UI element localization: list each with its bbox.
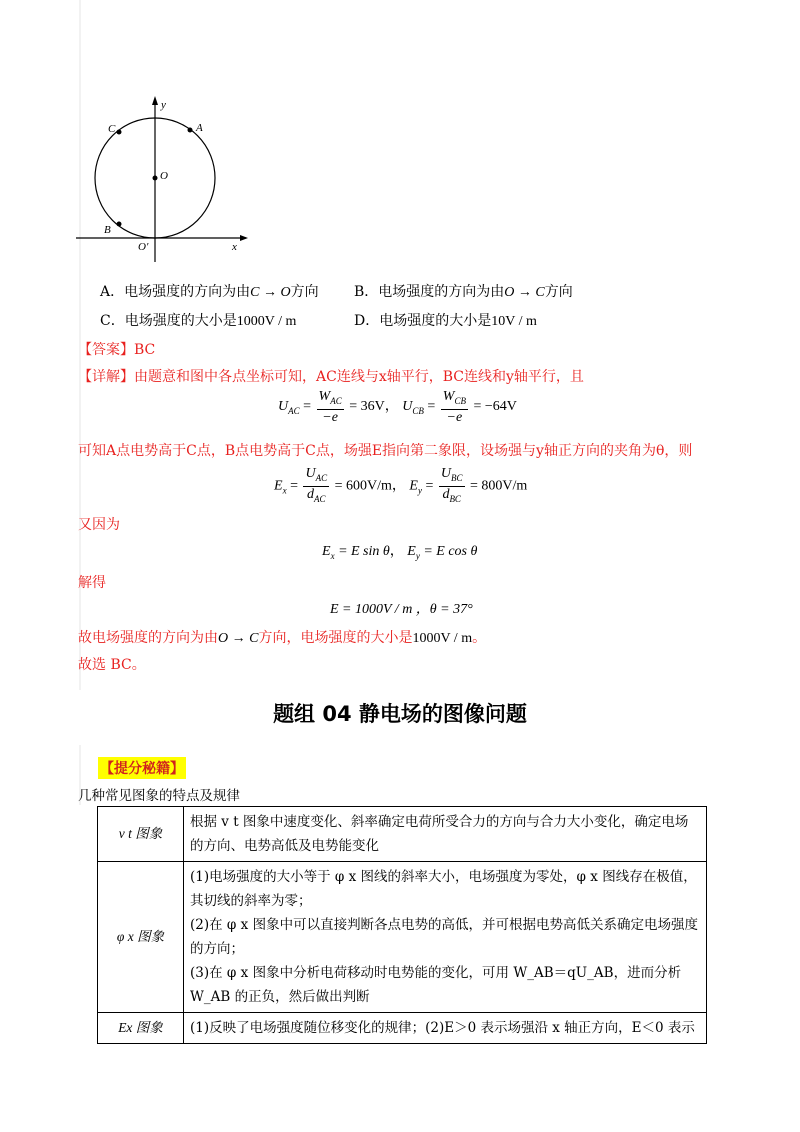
equation-2: $E_x$ = $\frac{U_{AC}}{d_{AC}}$ = 600V/m， $E_y$ = $\frac{U_{BC}}{d_{BC}}$ = 800V/m	[274, 466, 527, 507]
detail-line-5-prefix: 故电场强度的方向为由	[78, 630, 218, 646]
option-a	[100, 281, 319, 301]
table-row	[98, 1013, 707, 1044]
eq3-ey: E	[407, 544, 416, 559]
row-body-ex: (1)反映了电场强度随位移变化的规律；(2)E＞0 表示场强沿 x 轴正方向，E＜0 表示	[184, 1013, 707, 1044]
point-o-dot	[153, 176, 158, 181]
equation-4: E = 1000V / m ，θ = 37°	[330, 602, 473, 617]
eq2-ey: E	[409, 478, 418, 494]
point-c-dot	[117, 130, 122, 135]
section-intro: 几种常见图象的特点及规律	[78, 788, 240, 804]
detail-line-6: 故选 BC。	[78, 657, 146, 673]
eq3-ex-sub: x	[330, 550, 335, 561]
answer-value: BC	[134, 342, 156, 358]
eq1-den: −e	[322, 409, 338, 425]
x-axis-label: x	[232, 241, 237, 253]
eq2-value: = 600V/m	[334, 478, 392, 494]
row-head-phix-text: φ x 图象	[116, 929, 165, 944]
eq2-den2: d	[442, 486, 450, 502]
row-head-ex	[98, 1013, 184, 1044]
option-a-prefix: A．电场强度的方向为由	[100, 284, 251, 300]
equation-1: $U_{AC}$ = $\frac{W_{AC}}{-e}$ = 36V， $U_{CB}$ = $\frac{W_{CB}}{-e}$ = −64V	[278, 389, 517, 425]
option-a-suffix: 方向	[290, 284, 319, 300]
row-body-phix-1: (1)电场强度的大小等于 φ x 图线的斜率大小，电场强度为零处，φ x 图线存在极值，其切线的斜率为零；	[190, 869, 697, 909]
eq2-den-sub: AC	[314, 493, 326, 504]
row-head-vt-text: v t 图象	[118, 826, 163, 841]
option-d	[354, 310, 537, 330]
eq2-den2-sub: BC	[449, 493, 461, 504]
detail-line-5-expr: O → C	[218, 631, 259, 646]
rules-table	[97, 806, 707, 1044]
option-c-prefix: C．电场强度的大小是	[100, 313, 237, 329]
row-body-phix	[184, 862, 707, 1013]
point-c-label: C	[108, 123, 116, 135]
eq2-ey-sub: y	[417, 485, 422, 496]
option-b-suffix: 方向	[544, 284, 573, 300]
row-head-vt	[98, 807, 184, 862]
row-body-vt: 根据 v t 图象中速度变化、斜率确定电荷所受合力的方向与合力大小变化，确定电场的方向、电势高低及电势能变化	[184, 807, 707, 862]
eq2-ex-sub: x	[282, 485, 287, 496]
point-a-dot	[188, 128, 193, 133]
answer-label: 【答案】	[78, 342, 134, 358]
y-axis-label: y	[161, 99, 166, 111]
option-d-prefix: D．电场强度的大小是	[354, 313, 492, 329]
eq3-ex: E	[322, 544, 331, 559]
option-b	[354, 281, 573, 301]
eq2-frac-1	[303, 466, 329, 507]
point-b-dot	[117, 222, 122, 227]
eq2-ex: E	[274, 478, 283, 494]
section-title: 题组 04 静电场的图像问题	[273, 702, 527, 726]
eq1-value: = 36V	[349, 399, 385, 415]
eq1-wcb-sub: CB	[454, 395, 466, 406]
option-d-expr: 10V / m	[491, 314, 537, 329]
eq1-ucb-sub: CB	[412, 405, 424, 416]
eq1-ucb: U	[402, 399, 413, 415]
eq1-frac-1	[317, 389, 344, 425]
row-body-phix-3: (3)在 φ x 图象中分析电荷移动时电势能的变化，可用 W_AB＝qU_AB，进而分析 W_AB 的正负，然后做出判断	[190, 965, 682, 1005]
eq1-wac-sub: AC	[330, 395, 342, 406]
point-b-label: B	[104, 224, 111, 236]
option-b-expr: O → C	[504, 285, 545, 300]
detail-line-1	[78, 366, 584, 386]
eq3-ey-sub: y	[415, 550, 420, 561]
row-body-phix-2: (2)在 φ x 图象中可以直接判断各点电势的高低，并可根据电势高低关系确定电场强度的方向；	[190, 917, 699, 957]
detail-line-3: 又因为	[78, 517, 120, 533]
table-row	[98, 807, 707, 862]
eq1-wcb: W	[442, 389, 455, 404]
eq1-den2: −e	[446, 409, 463, 425]
eq3-ey-rhs: = E cos θ	[423, 544, 478, 559]
row-head-phix	[98, 862, 184, 1013]
x-axis-arrow	[240, 235, 248, 241]
option-c	[100, 310, 296, 330]
point-o-label: O	[160, 170, 168, 182]
eq3-separator: ，	[389, 544, 404, 559]
detail-label: 【详解】	[78, 369, 134, 385]
eq1-uac-sub: AC	[288, 405, 300, 416]
eq2-num2: U	[440, 466, 451, 481]
circle-field-figure	[70, 92, 260, 264]
eq2-num2-sub: BC	[451, 472, 463, 483]
detail-line-5-value: 1000V / m	[412, 631, 473, 646]
eq2-frac-2	[439, 466, 465, 507]
detail-line-4: 解得	[78, 575, 106, 591]
eq2-den: d	[307, 486, 315, 502]
eq1-wac: W	[318, 389, 331, 404]
detail-line-5	[78, 627, 486, 647]
eq1-frac-2	[441, 389, 468, 425]
option-a-expr: C → O	[250, 285, 291, 300]
eq2-num: U	[305, 466, 316, 481]
equation-3	[322, 540, 477, 561]
eq1-value-2: = −64V	[473, 399, 517, 415]
table-row	[98, 862, 707, 1013]
detail-line-5-mid: 方向，电场强度的大小是	[258, 630, 413, 646]
eq1-separator: ，	[384, 399, 399, 415]
eq1-uac: U	[278, 399, 289, 415]
answer-line	[78, 339, 155, 359]
eq3-ex-rhs: = E sin θ	[338, 544, 390, 559]
section-tag: 【提分秘籍】	[98, 757, 186, 779]
detail-line-2: 可知A点电势高于C点，B点电势高于C点，场强E指向第二象限，设场强与y轴正方向的夹角为θ，则	[78, 443, 693, 459]
point-a-label: A	[196, 122, 203, 134]
option-b-prefix: B．电场强度的方向为由	[354, 284, 505, 300]
y-axis-arrow	[152, 96, 158, 105]
eq2-value-2: = 800V/m	[470, 478, 528, 494]
row-head-ex-text: Ex 图象	[118, 1020, 163, 1035]
point-o-prime-label: O′	[138, 241, 149, 253]
eq2-separator: ，	[391, 478, 406, 494]
detail-line-5-end: 。	[472, 630, 487, 646]
option-c-expr: 1000V / m	[236, 314, 297, 329]
eq2-num-sub: AC	[315, 472, 328, 483]
detail-text-1: 由题意和图中各点坐标可知，AC连线与x轴平行，BC连线和y轴平行，且	[134, 369, 584, 385]
